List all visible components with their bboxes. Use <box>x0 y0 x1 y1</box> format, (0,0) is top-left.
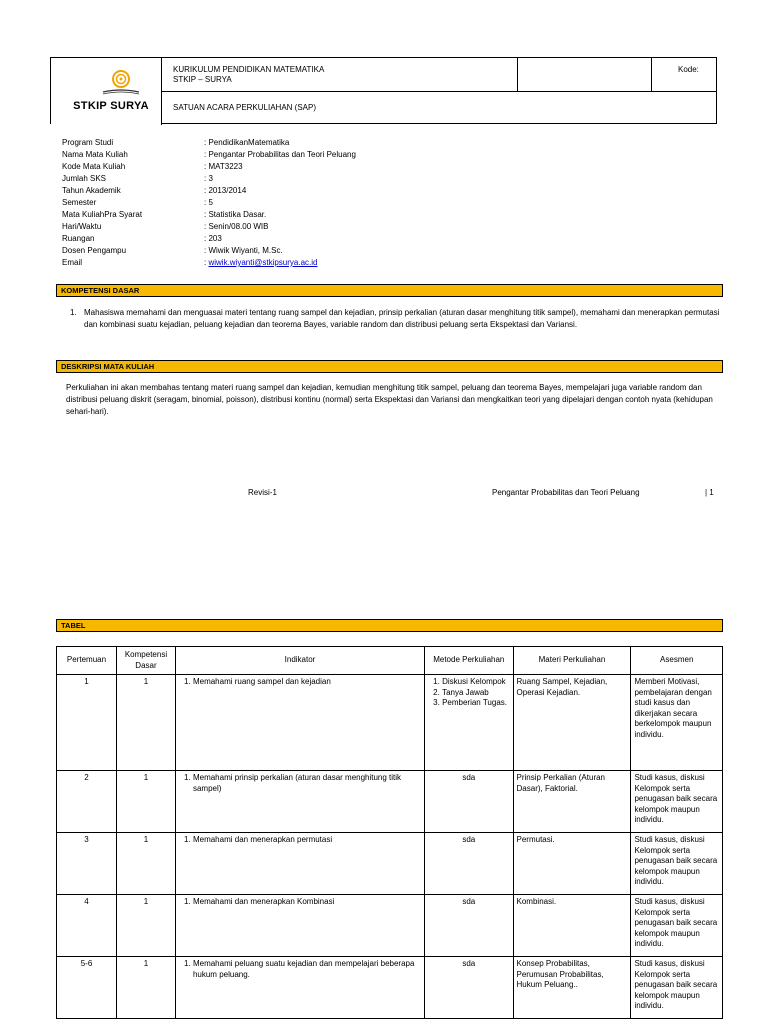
info-label: Hari/Waktu <box>62 222 102 231</box>
info-value: : Wiwik Wiyanti, M.Sc. <box>204 246 283 255</box>
col-header: Materi Perkuliahan <box>513 647 631 675</box>
table-row <box>57 895 723 957</box>
materi-cell: Permutasi. <box>513 833 631 895</box>
kd-cell: 1 <box>116 833 175 895</box>
materi-cell: Konsep Probabilitas, Perumusan Probabilitas, Hukum Peluang.. <box>513 957 631 1019</box>
email-link[interactable]: wiwik.wiyanti@stkipsurya.ac.id <box>208 258 318 267</box>
indikator-cell: 1. Memahami peluang suatu kejadian dan mempelajari beberapa hukum peluang. <box>175 957 424 1019</box>
info-label: Jumlah SKS <box>62 174 107 183</box>
table-row <box>57 675 723 771</box>
pertemuan-cell: 2 <box>57 771 117 833</box>
indikator-cell: 1. Memahami prinsip perkalian (aturan dasar menghitung titik sampel) <box>175 771 424 833</box>
info-value: : PendidikanMatematika <box>204 138 290 147</box>
metode-cell: sda <box>425 771 513 833</box>
footer-course: Pengantar Probabilitas dan Teori Peluang <box>492 488 640 497</box>
asesmen-cell: Memberi Motivasi, pembelajaran dengan studi kasus dan dikerjakan secara berkelompok maupun individu. <box>631 675 723 771</box>
col-header: Asesmen <box>631 647 723 675</box>
info-label: Nama Mata Kuliah <box>62 150 128 159</box>
info-label: Kode Mata Kuliah <box>62 162 126 171</box>
footer-page: | 1 <box>705 488 714 497</box>
stkip-logo-icon <box>51 58 161 125</box>
info-value: : Pengantar Probabilitas dan Teori Peluang <box>204 150 356 159</box>
kd-cell: 1 <box>116 771 175 833</box>
info-value: : MAT3223 <box>204 162 243 171</box>
asesmen-cell: Studi kasus, diskusi Kelompok serta penugasan baik secara kelompok maupun individu. <box>631 957 723 1019</box>
indikator-cell: 1. Memahami dan menerapkan permutasi <box>175 833 424 895</box>
info-label: Email <box>62 258 83 267</box>
info-value: : 203 <box>204 234 222 243</box>
tabel-header: TABEL <box>56 619 723 632</box>
indikator-cell: 1. Memahami ruang sampel dan kejadian <box>175 675 424 771</box>
col-header: Metode Perkuliahan <box>425 647 513 675</box>
header-box <box>50 57 717 124</box>
materi-cell: Kombinasi. <box>513 895 631 957</box>
metode-cell: sda <box>425 833 513 895</box>
kode-label: Kode: <box>678 65 699 74</box>
materi-cell: Ruang Sampel, Kejadian, Operasi Kejadian. <box>513 675 631 771</box>
deskripsi-header: DESKRIPSI MATA KULIAH <box>56 360 723 373</box>
kd-cell: 1 <box>116 895 175 957</box>
doc-title: SATUAN ACARA PERKULIAHAN (SAP) <box>173 103 316 112</box>
kd-cell: 1 <box>116 675 175 771</box>
metode-cell: sda <box>425 957 513 1019</box>
info-value: : Senin/08.00 WIB <box>204 222 269 231</box>
kompetensi-header: KOMPETENSI DASAR <box>56 284 723 297</box>
col-header: Indikator <box>175 647 424 675</box>
kompetensi-text: Mahasiswa memahami dan menguasai materi tentang ruang sampel dan kejadian, prinsip perkalian (aturan dasar menghitung titik sampel), memahami dan menerapkan permutasi dan kombinasi suatu kejadian, peluang kejadian dan teorema Bayes, variable random dan distribusi peluang serta Ekspektasi dan Variansi. <box>84 308 720 329</box>
col-header: Pertemuan <box>57 647 117 675</box>
sap-table <box>56 646 723 1019</box>
pertemuan-cell: 1 <box>57 675 117 771</box>
materi-cell: Prinsip Perkalian (Aturan Dasar), Faktorial. <box>513 771 631 833</box>
indikator-cell: 1. Memahami dan menerapkan Kombinasi <box>175 895 424 957</box>
footer-revisi: Revisi-1 <box>248 488 277 497</box>
info-label: Tahun Akademik <box>62 186 121 195</box>
asesmen-cell: Studi kasus, diskusi Kelompok serta penugasan baik secara kelompok maupun individu. <box>631 771 723 833</box>
metode-cell: sda <box>425 895 513 957</box>
pertemuan-cell: 4 <box>57 895 117 957</box>
table-row <box>57 771 723 833</box>
info-value: : Statistika Dasar. <box>204 210 267 219</box>
kd-cell: 1 <box>116 957 175 1019</box>
institution-line-2: STKIP – SURYA <box>173 75 232 84</box>
deskripsi-text: Perkuliahan ini akan membahas tentang materi ruang sampel dan kejadian, kemudian menghitung titik sampel, peluang dan teorema Bayes, mempelajari juga variable random dan distribusi peluang diskrit (seragam, binomial, poisson), distribusi kontinu (normal) serta Ekspektasi dan Variansi dan mengkaitkan teori yang dipelajari dengan contoh nyata (kehidupan sehari-hari). <box>66 383 713 416</box>
logo <box>51 58 161 125</box>
metode-cell: 1. Diskusi Kelompok 2. Tanya Jawab 3. Pemberian Tugas. <box>425 675 513 771</box>
info-value: : 3 <box>204 174 213 183</box>
institution-line-1: KURIKULUM PENDIDIKAN MATEMATIKA <box>173 65 325 74</box>
info-label: Dosen Pengampu <box>62 246 127 255</box>
pertemuan-cell: 5-6 <box>57 957 117 1019</box>
email-value: : wiwik.wiyanti@stkipsurya.ac.id <box>204 258 318 267</box>
info-label: Program Studi <box>62 138 114 147</box>
pertemuan-cell: 3 <box>57 833 117 895</box>
table-row <box>57 957 723 1019</box>
info-label: Ruangan <box>62 234 95 243</box>
logo-text: STKIP SURYA <box>73 100 149 112</box>
info-value: : 5 <box>204 198 213 207</box>
kompetensi-number: 1. <box>70 308 77 317</box>
asesmen-cell: Studi kasus, diskusi Kelompok serta penugasan baik secara kelompok maupun individu. <box>631 895 723 957</box>
info-value: : 2013/2014 <box>204 186 247 195</box>
info-label: Mata KuliahPra Syarat <box>62 210 143 219</box>
asesmen-cell: Studi kasus, diskusi Kelompok serta penugasan baik secara kelompok maupun individu. <box>631 833 723 895</box>
col-header: Kompetensi Dasar <box>116 647 175 675</box>
info-label: Semester <box>62 198 97 207</box>
table-row <box>57 833 723 895</box>
